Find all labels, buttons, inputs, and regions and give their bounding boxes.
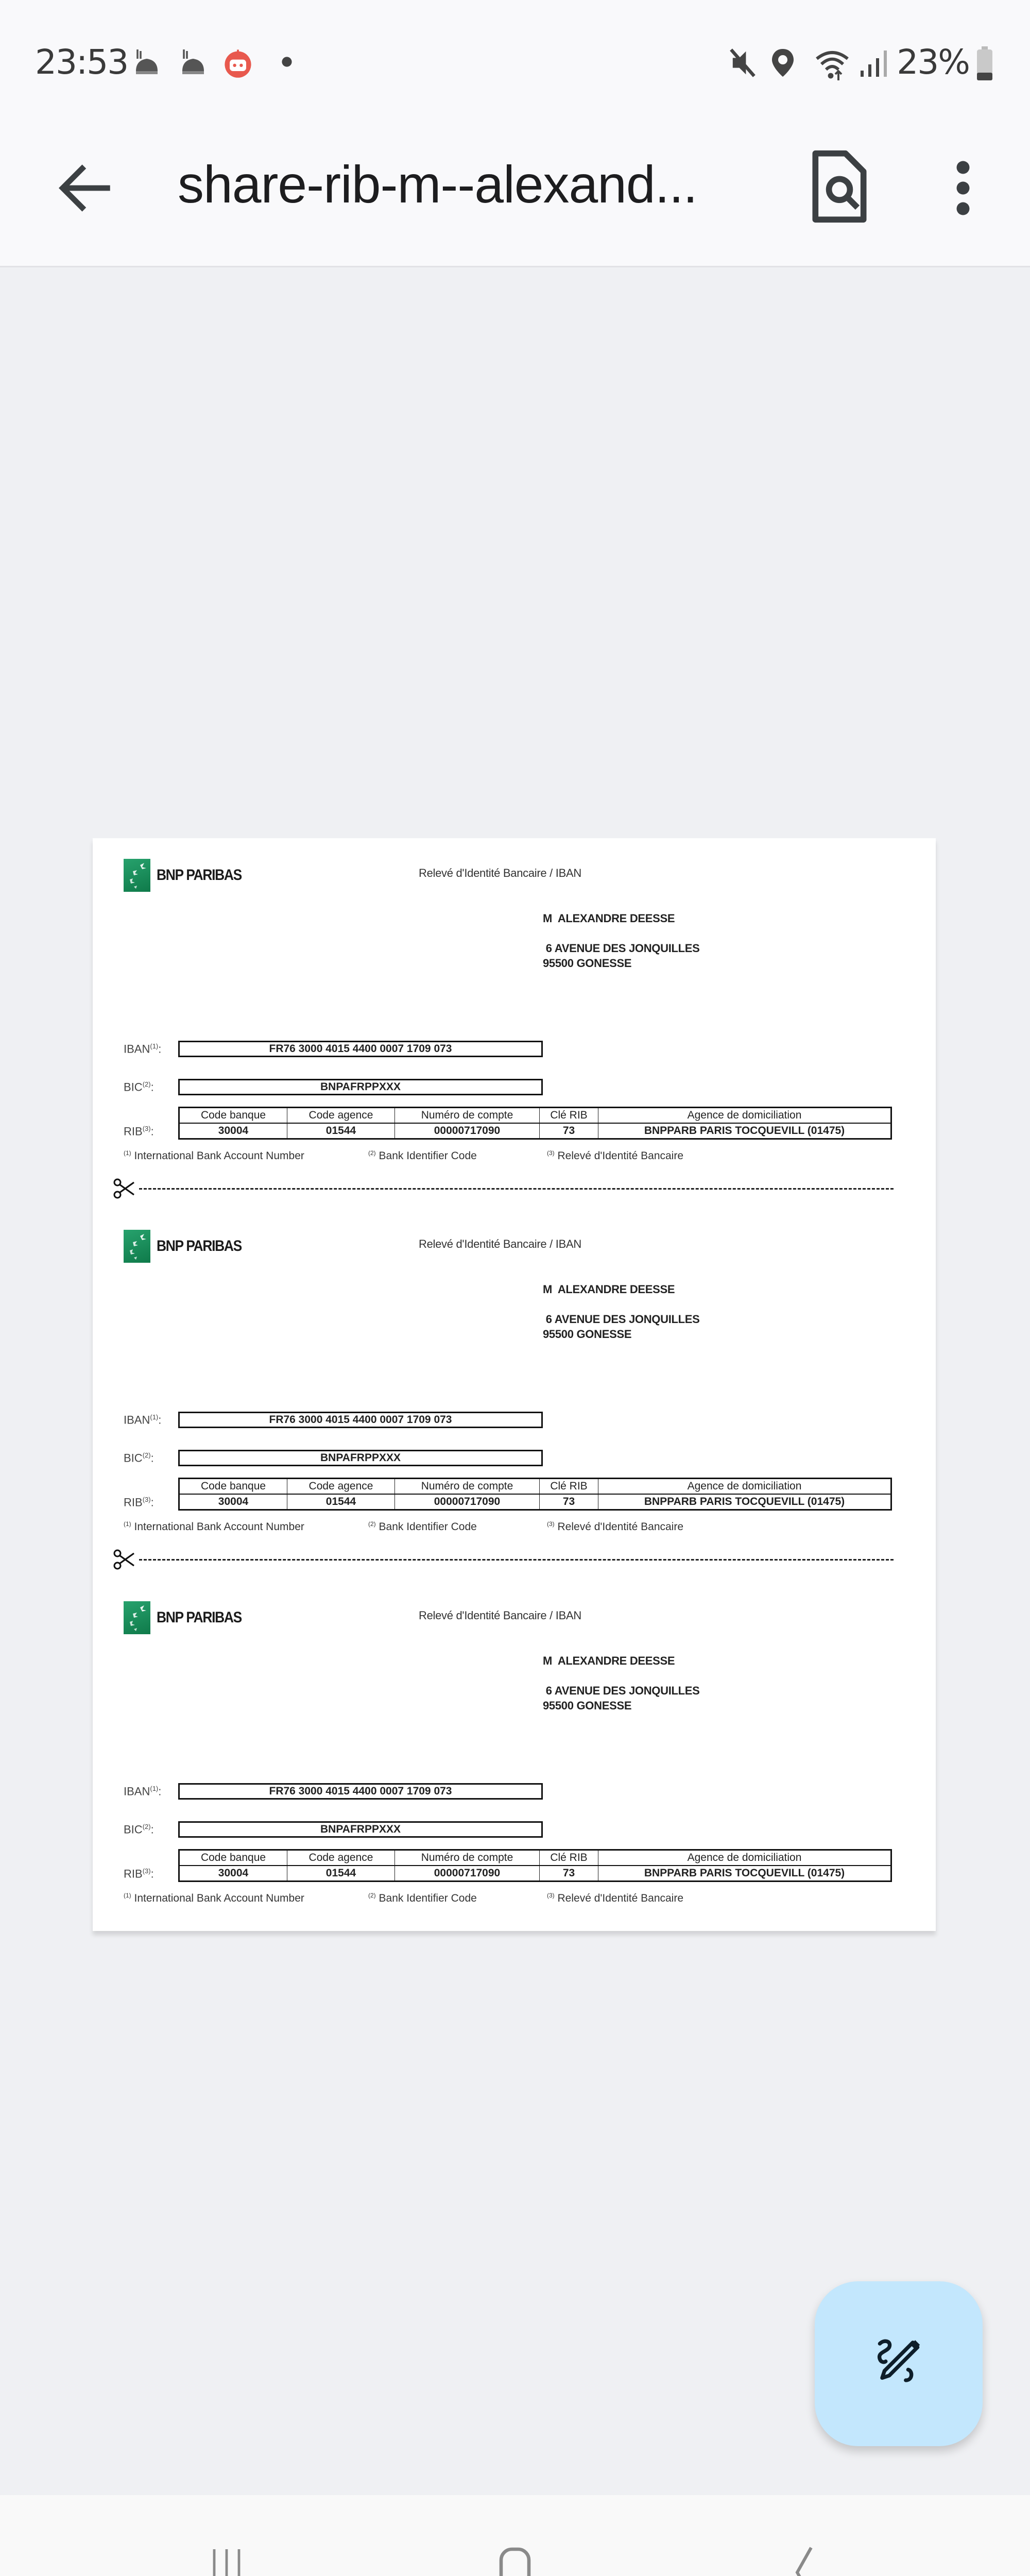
notification-app-icon — [178, 46, 209, 77]
bic-label: BIC$^{(2)}$: — [124, 1823, 154, 1836]
cut-line — [113, 1549, 894, 1570]
rib-header-cell: Agence de domiciliation — [598, 1850, 891, 1866]
status-time: 23:53 — [35, 42, 128, 82]
bnp-stars-glyph — [124, 1230, 150, 1263]
rib-value-cell: 30004 — [179, 1866, 287, 1882]
rib-value-cell: 01544 — [287, 1494, 395, 1510]
status-bar — [0, 0, 1030, 118]
footnote: $^{(2)}$ Bank Identifier Code — [368, 1520, 477, 1533]
home-icon[interactable] — [479, 2541, 551, 2576]
footnote: $^{(1)}$ International Bank Account Number — [124, 1892, 304, 1904]
back-icon[interactable] — [767, 2541, 839, 2576]
rib-title: Relevé d'Identité Bancaire / IBAN — [419, 1609, 581, 1622]
rib-table-values — [179, 1494, 891, 1510]
rib-value-cell: 73 — [540, 1123, 598, 1139]
mute-icon — [726, 46, 759, 79]
iban-label: IBAN$^{(1)}$: — [124, 1042, 162, 1056]
bnp-stars-icon — [124, 1230, 150, 1263]
rib-header-cell: Code agence — [287, 1108, 395, 1124]
rib-table-header — [179, 1108, 891, 1124]
bnp-stars-glyph — [124, 859, 150, 892]
battery-percentage: 23% — [897, 42, 969, 82]
rib-value-cell: BNPPARB PARIS TOCQUEVILL (01475) — [598, 1866, 891, 1882]
rib-header-cell: Code banque — [179, 1850, 287, 1866]
bic-value: BNPAFRPPXXX — [178, 1821, 543, 1838]
iban-label: IBAN$^{(1)}$: — [124, 1785, 162, 1798]
rib-table — [178, 1107, 892, 1140]
document-title: share-rib-m--alexand... — [178, 155, 697, 214]
footnote: $^{(3)}$ Relevé d'Identité Bancaire — [547, 1149, 684, 1162]
iban-value: FR76 3000 4015 4400 0007 1709 073 — [178, 1041, 543, 1057]
rib-section — [93, 1581, 936, 1941]
address-line-2: 95500 GONESSE — [543, 1699, 632, 1712]
recent-apps-icon[interactable] — [191, 2541, 263, 2576]
rib-value-cell: 01544 — [287, 1866, 395, 1882]
rib-value-cell: 01544 — [287, 1123, 395, 1139]
rib-header-cell: Code banque — [179, 1108, 287, 1124]
rib-header-cell: Code agence — [287, 1479, 395, 1495]
draw-pen-icon — [870, 2335, 927, 2392]
rib-header-cell: Numéro de compte — [395, 1108, 540, 1124]
bnp-stars-icon — [124, 1601, 150, 1634]
address-line-2: 95500 GONESSE — [543, 957, 632, 970]
rib-label: RIB$^{(3)}$: — [124, 1125, 154, 1138]
notification-robot-icon — [221, 46, 254, 79]
address-line-1: 6 AVENUE DES JONQUILLES — [543, 1313, 700, 1326]
iban-value: FR76 3000 4015 4400 0007 1709 073 — [178, 1783, 543, 1800]
bnp-stars-glyph — [124, 1601, 150, 1634]
rib-header-cell: Numéro de compte — [395, 1850, 540, 1866]
holder-name: M ALEXANDRE DEESSE — [543, 1654, 675, 1667]
scissors-icon — [113, 1178, 136, 1199]
cut-line — [113, 1178, 894, 1199]
rib-section — [93, 1209, 936, 1570]
bank-name: BNP PARIBAS — [157, 867, 242, 884]
rib-section — [93, 838, 936, 1199]
address-line-2: 95500 GONESSE — [543, 1328, 632, 1341]
bic-label: BIC$^{(2)}$: — [124, 1080, 154, 1094]
footnote: $^{(2)}$ Bank Identifier Code — [368, 1892, 477, 1904]
scissors-icon — [113, 1549, 136, 1570]
rib-header-cell: Code banque — [179, 1479, 287, 1495]
rib-title: Relevé d'Identité Bancaire / IBAN — [419, 1238, 581, 1250]
annotate-fab-button[interactable] — [815, 2281, 983, 2446]
battery-icon — [975, 46, 994, 80]
rib-header-cell: Code agence — [287, 1850, 395, 1866]
notification-dot-icon — [281, 56, 293, 68]
bank-name: BNP PARIBAS — [157, 1609, 242, 1626]
rib-value-cell: 00000717090 — [395, 1494, 540, 1510]
address-line-1: 6 AVENUE DES JONQUILLES — [543, 1684, 700, 1697]
notification-app-icon — [131, 46, 162, 77]
rib-value-cell: BNPPARB PARIS TOCQUEVILL (01475) — [598, 1494, 891, 1510]
rib-table-values — [179, 1123, 891, 1139]
document-search-icon[interactable] — [809, 150, 870, 223]
rib-header-cell: Agence de domiciliation — [598, 1108, 891, 1124]
bnp-logo — [124, 1601, 253, 1634]
address-line-1: 6 AVENUE DES JONQUILLES — [543, 942, 700, 955]
rib-label: RIB$^{(3)}$: — [124, 1867, 154, 1880]
holder-name: M ALEXANDRE DEESSE — [543, 912, 675, 925]
iban-label: IBAN$^{(1)}$: — [124, 1413, 162, 1427]
footnote: $^{(3)}$ Relevé d'Identité Bancaire — [547, 1892, 684, 1904]
pdf-page[interactable] — [93, 838, 936, 1931]
footnote: $^{(3)}$ Relevé d'Identité Bancaire — [547, 1520, 684, 1533]
bic-label: BIC$^{(2)}$: — [124, 1451, 154, 1465]
bnp-logo — [124, 1230, 253, 1263]
dashed-line — [139, 1559, 894, 1561]
signal-icon — [857, 46, 888, 79]
rib-table-values — [179, 1866, 891, 1882]
rib-header-cell: Clé RIB — [540, 1850, 598, 1866]
wifi-icon — [814, 46, 851, 83]
footnote: $^{(1)}$ International Bank Account Number — [124, 1520, 304, 1533]
location-icon — [767, 46, 798, 79]
rib-header-cell: Clé RIB — [540, 1479, 598, 1495]
rib-table — [178, 1849, 892, 1882]
rib-label: RIB$^{(3)}$: — [124, 1496, 154, 1509]
bnp-stars-icon — [124, 859, 150, 892]
rib-header-cell: Numéro de compte — [395, 1479, 540, 1495]
bank-name: BNP PARIBAS — [157, 1238, 242, 1255]
footnote: $^{(2)}$ Bank Identifier Code — [368, 1149, 477, 1162]
rib-header-cell: Clé RIB — [540, 1108, 598, 1124]
app-bar — [0, 118, 1030, 267]
rib-value-cell: 30004 — [179, 1123, 287, 1139]
rib-value-cell: 73 — [540, 1866, 598, 1882]
rib-value-cell: BNPPARB PARIS TOCQUEVILL (01475) — [598, 1123, 891, 1139]
rib-header-cell: Agence de domiciliation — [598, 1479, 891, 1495]
iban-value: FR76 3000 4015 4400 0007 1709 073 — [178, 1412, 543, 1428]
arrow-left-icon[interactable] — [52, 155, 118, 222]
rib-title: Relevé d'Identité Bancaire / IBAN — [419, 867, 581, 879]
rib-table-header — [179, 1850, 891, 1866]
rib-table-header — [179, 1479, 891, 1495]
bnp-logo — [124, 859, 253, 892]
rib-value-cell: 30004 — [179, 1494, 287, 1510]
footnote: $^{(1)}$ International Bank Account Number — [124, 1149, 304, 1162]
rib-value-cell: 73 — [540, 1494, 598, 1510]
dashed-line — [139, 1188, 894, 1190]
rib-table — [178, 1478, 892, 1511]
more-vert-icon[interactable] — [945, 157, 981, 219]
bic-value: BNPAFRPPXXX — [178, 1079, 543, 1095]
rib-value-cell: 00000717090 — [395, 1123, 540, 1139]
holder-name: M ALEXANDRE DEESSE — [543, 1283, 675, 1296]
system-nav-bar — [0, 2495, 1030, 2576]
rib-value-cell: 00000717090 — [395, 1866, 540, 1882]
bic-value: BNPAFRPPXXX — [178, 1450, 543, 1466]
